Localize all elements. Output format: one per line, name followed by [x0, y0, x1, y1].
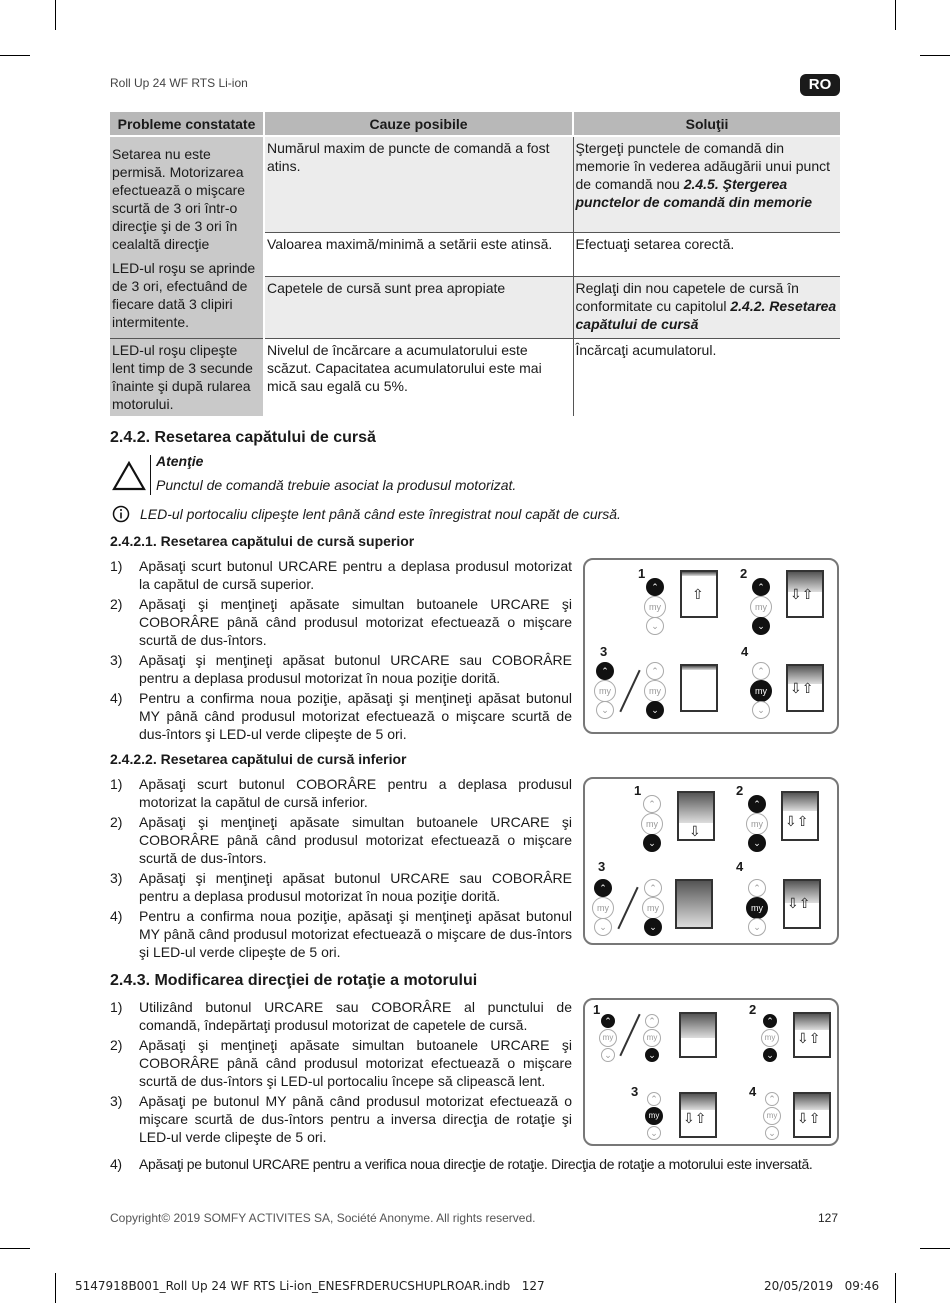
up-button-icon: ⌃ [646, 662, 664, 680]
down-button-icon: ⌄ [763, 1048, 777, 1062]
blind-icon [675, 879, 713, 929]
my-button-icon: my [750, 680, 772, 702]
solution-text: Ştergeţi punctele de comandă din memorie în vederea adăugării unui punct de comandă nou [575, 140, 830, 192]
my-button-icon: my [642, 897, 664, 919]
list-item: 2) Apăsaţi şi menţineţi apăsate simultan butoanele URCARE şi COBORÂRE până când produsul motorizat efectuează o mişcare scurtă de dus-întors. [110, 814, 572, 866]
down-button-icon: ⌄ [748, 918, 766, 936]
crop-mark [920, 1248, 950, 1249]
crop-mark [55, 1273, 56, 1303]
list-item: 4) Pentru a confirma noua poziţie, apăsaţi şi menţineţi apăsat butonul MY până când produsul motorizat efectuează o mişcare scurtă de dus-întors şi LED-ul verde clipeşte de 5 ori. [110, 690, 572, 742]
list-item: 3) Apăsaţi pe butonul MY până când produsul motorizat efectuează o mişcare scurtă de dus-întors pentru a inversa direcţia de rotaţie şi LED-ul verde clipeşte de 5 ori. [110, 1093, 572, 1145]
my-button-icon: my [645, 1107, 663, 1125]
table-row [110, 338, 840, 416]
blind-icon [786, 664, 824, 712]
solution-cell [573, 276, 840, 338]
or-separator [617, 887, 638, 930]
up-button-icon: ⌃ [752, 578, 770, 596]
down-button-icon: ⌄ [601, 1048, 615, 1062]
step-number: 3 [598, 859, 606, 874]
solution-cell [573, 232, 840, 276]
warning-title: Atenţie [156, 453, 204, 469]
crop-mark [895, 0, 896, 30]
info-icon [112, 505, 130, 523]
procedure-diagram [583, 777, 839, 945]
language-badge: RO [800, 74, 840, 96]
down-button-icon: ⌄ [752, 701, 770, 719]
list-item: 1) Apăsaţi scurt butonul COBORÂRE pentru a deplasa produsul motorizat la capătul de cursă inferior. [110, 776, 572, 810]
solution-cell [573, 136, 840, 232]
my-button-icon: my [746, 813, 768, 835]
down-button-icon: ⌄ [643, 834, 661, 852]
procedure-diagram [583, 558, 839, 734]
my-button-icon: my [594, 680, 616, 702]
table-row [110, 136, 840, 232]
arrow-down-icon: ⇩ [689, 823, 701, 839]
my-button-icon: my [592, 897, 614, 919]
list-item: 4) Pentru a confirma noua poziţie, apăsaţi şi menţineţi apăsat butonul MY până când produsul motorizat efectuează o mişcare de dus-întors şi LED-ul verde clipeşte de 5 ori. [110, 908, 572, 960]
down-button-icon: ⌄ [645, 1048, 659, 1062]
steps-list [110, 557, 572, 745]
table-header: Cauze posibile [264, 112, 573, 136]
or-separator [619, 670, 640, 713]
solution-text: Reglaţi din nou capetele de cursă în conformitate cu capitolul [575, 279, 799, 314]
up-button-icon: ⌃ [594, 879, 612, 897]
up-button-icon: ⌃ [748, 795, 766, 813]
divider [150, 455, 151, 495]
copyright: Copyright© 2019 SOMFY ACTIVITES SA, Société Anonyme. All rights reserved. [110, 1211, 536, 1225]
step-number: 2 [740, 566, 748, 581]
subsection-heading: 2.4.2.2. Resetarea capătului de cursă inferior [110, 751, 407, 767]
up-button-icon: ⌃ [645, 1014, 659, 1028]
cross-reference: 2.4.5. Ştergerea punctelor de comandă din memorie [575, 176, 812, 210]
down-button-icon: ⌄ [765, 1126, 779, 1140]
arrows-updown-icon: ⇩⇧ [790, 586, 814, 602]
procedure-diagram [583, 998, 839, 1146]
steps-list [110, 775, 572, 963]
blind-icon [677, 791, 715, 841]
crop-mark [895, 1273, 896, 1303]
crop-mark [920, 55, 950, 56]
warning-text: Punctul de comandă trebuie asociat la produsul motorizat. [156, 477, 517, 493]
down-button-icon: ⌄ [594, 918, 612, 936]
up-button-icon: ⌃ [748, 879, 766, 897]
blind-icon [786, 570, 824, 618]
down-button-icon: ⌄ [752, 617, 770, 635]
troubleshooting-table [110, 112, 840, 416]
cause-cell: Numărul maxim de puncte de comandă a fost atins. [264, 136, 573, 232]
down-button-icon: ⌄ [647, 1126, 661, 1140]
up-button-icon: ⌃ [601, 1014, 615, 1028]
print-date: 20/05/2019 09:46 [764, 1279, 880, 1293]
list-item: 2) Apăsaţi şi menţineţi apăsate simultan butoanele URCARE şi COBORÂRE până când produsul motorizat efectuează o mişcare scurtă de dus-întors şi LED-ul portocaliu începe să clipească lent. [110, 1037, 572, 1089]
blind-icon [793, 1092, 831, 1138]
arrows-updown-icon: ⇩⇧ [790, 680, 814, 696]
arrows-updown-icon: ⇩⇧ [797, 1110, 821, 1126]
my-button-icon: my [643, 1029, 661, 1047]
step-number: 3 [600, 644, 608, 659]
cause-cell: Capetele de cursă sunt prea apropiate [264, 276, 573, 338]
blind-icon [679, 1012, 717, 1058]
my-button-icon: my [746, 897, 768, 919]
my-button-icon: my [763, 1107, 781, 1125]
arrows-updown-icon: ⇩⇧ [787, 895, 811, 911]
step-number: 4 [749, 1084, 757, 1099]
document-title: Roll Up 24 WF RTS Li-ion [110, 76, 248, 90]
step-number: 1 [593, 1002, 601, 1017]
step-number: 2 [749, 1002, 757, 1017]
down-button-icon: ⌄ [596, 701, 614, 719]
my-button-icon: my [599, 1029, 617, 1047]
list-item: 3) Apăsaţi şi menţineţi apăsat butonul URCARE sau COBORÂRE pentru a deplasa produsul motorizat în noua poziţie dorită. [110, 870, 572, 904]
table-header: Soluţii [573, 112, 840, 136]
cross-reference: 2.4.2. Resetarea capătului de cursă [575, 297, 837, 332]
print-file-info: 5147918B001_Roll Up 24 WF RTS Li-ion_ENESFRDERUCSHUPLROAR.indb 127 [75, 1279, 545, 1293]
blind-icon [783, 879, 821, 929]
step-number: 2 [736, 783, 744, 798]
up-button-icon: ⌃ [643, 795, 661, 813]
solution-cell: Încărcaţi acumulatorul. [573, 338, 840, 416]
warning-triangle-icon [112, 461, 146, 491]
cause-cell: Valoarea maximă/minimă a setării este atinsă. [264, 232, 573, 276]
my-button-icon: my [750, 596, 772, 618]
step-number: 1 [634, 783, 642, 798]
steps-list [110, 998, 572, 1148]
up-button-icon: ⌃ [646, 578, 664, 596]
arrows-updown-icon: ⇩⇧ [785, 813, 809, 829]
down-button-icon: ⌄ [646, 701, 664, 719]
my-button-icon: my [761, 1029, 779, 1047]
up-button-icon: ⌃ [644, 879, 662, 897]
arrows-updown-icon: ⇩⇧ [797, 1030, 821, 1046]
problem-cell [110, 136, 264, 338]
up-button-icon: ⌃ [647, 1092, 661, 1106]
crop-mark [55, 0, 56, 30]
up-button-icon: ⌃ [763, 1014, 777, 1028]
blind-icon [680, 570, 718, 618]
problem-cell: LED-ul roşu clipeşte lent timp de 3 secunde înainte şi după rularea motorului. [110, 338, 264, 416]
solution-text: Efectuaţi setarea corectă. [575, 235, 735, 252]
subsection-heading: 2.4.2.1. Resetarea capătului de cursă superior [110, 533, 415, 549]
up-button-icon: ⌃ [596, 662, 614, 680]
section-heading: 2.4.3. Modificarea direcţiei de rotaţie a motorului [110, 972, 478, 989]
page-number: 127 [818, 1211, 839, 1225]
problem-text: Setarea nu este permisă. Motorizarea efectuează o mişcare scurtă de 3 ori într-o direcţie şi de 3 ori în cealaltă direcţie [112, 146, 246, 252]
info-note [112, 505, 762, 525]
blind-icon [680, 664, 718, 712]
info-text: LED-ul portocaliu clipeşte lent până când este înregistrat noul capăt de cursă. [140, 506, 621, 522]
blind-icon [679, 1092, 717, 1138]
list-item: 4) Apăsaţi pe butonul URCARE pentru a verifica noua direcţie de rotaţie. Direcţia de rotaţie a motorului este inversată. [110, 1156, 813, 1172]
table-header: Probleme constatate [110, 112, 264, 136]
crop-mark [0, 1248, 30, 1249]
my-button-icon: my [644, 680, 666, 702]
my-button-icon: my [644, 596, 666, 618]
my-button-icon: my [641, 813, 663, 835]
up-button-icon: ⌃ [752, 662, 770, 680]
cause-cell: Nivelul de încărcare a acumulatorului este scăzut. Capacitatea acumulatorului este mai mică sau egală cu 5%. [264, 338, 573, 416]
blind-icon [793, 1012, 831, 1058]
problem-text: LED-ul roşu se aprinde de 3 ori, efectuând de fiecare dată 3 clipiri intermitente. [112, 260, 256, 330]
blind-icon [781, 791, 819, 841]
list-item: 1) Apăsaţi scurt butonul URCARE pentru a deplasa produsul motorizat la capătul de cursă superior. [110, 558, 572, 592]
step-number: 4 [736, 859, 744, 874]
list-item: 1) Utilizând butonul URCARE sau COBORÂRE al punctului de comandă, îndepărtaţi produsul motorizat de capetele de cursă. [110, 999, 572, 1033]
section-heading: 2.4.2. Resetarea capătului de cursă [110, 429, 376, 446]
down-button-icon: ⌄ [748, 834, 766, 852]
step-number: 1 [638, 566, 646, 581]
arrow-up-icon: ⇧ [692, 586, 704, 602]
step-number: 3 [631, 1084, 639, 1099]
up-button-icon: ⌃ [765, 1092, 779, 1106]
steps-list [110, 1155, 840, 1175]
list-item: 3) Apăsaţi şi menţineţi apăsat butonul URCARE sau COBORÂRE pentru a deplasa produsul motorizat în noua poziţie dorită. [110, 652, 572, 686]
list-item: 2) Apăsaţi şi menţineţi apăsate simultan butoanele URCARE şi COBORÂRE până când produsul motorizat efectuează o mişcare scurtă de dus-întors. [110, 596, 572, 648]
down-button-icon: ⌄ [644, 918, 662, 936]
warning-block [112, 453, 712, 497]
step-number: 4 [741, 644, 749, 659]
arrows-updown-icon: ⇩⇧ [683, 1110, 707, 1126]
down-button-icon: ⌄ [646, 617, 664, 635]
table-header-row [110, 112, 840, 136]
or-separator [619, 1014, 640, 1057]
crop-mark [0, 55, 30, 56]
